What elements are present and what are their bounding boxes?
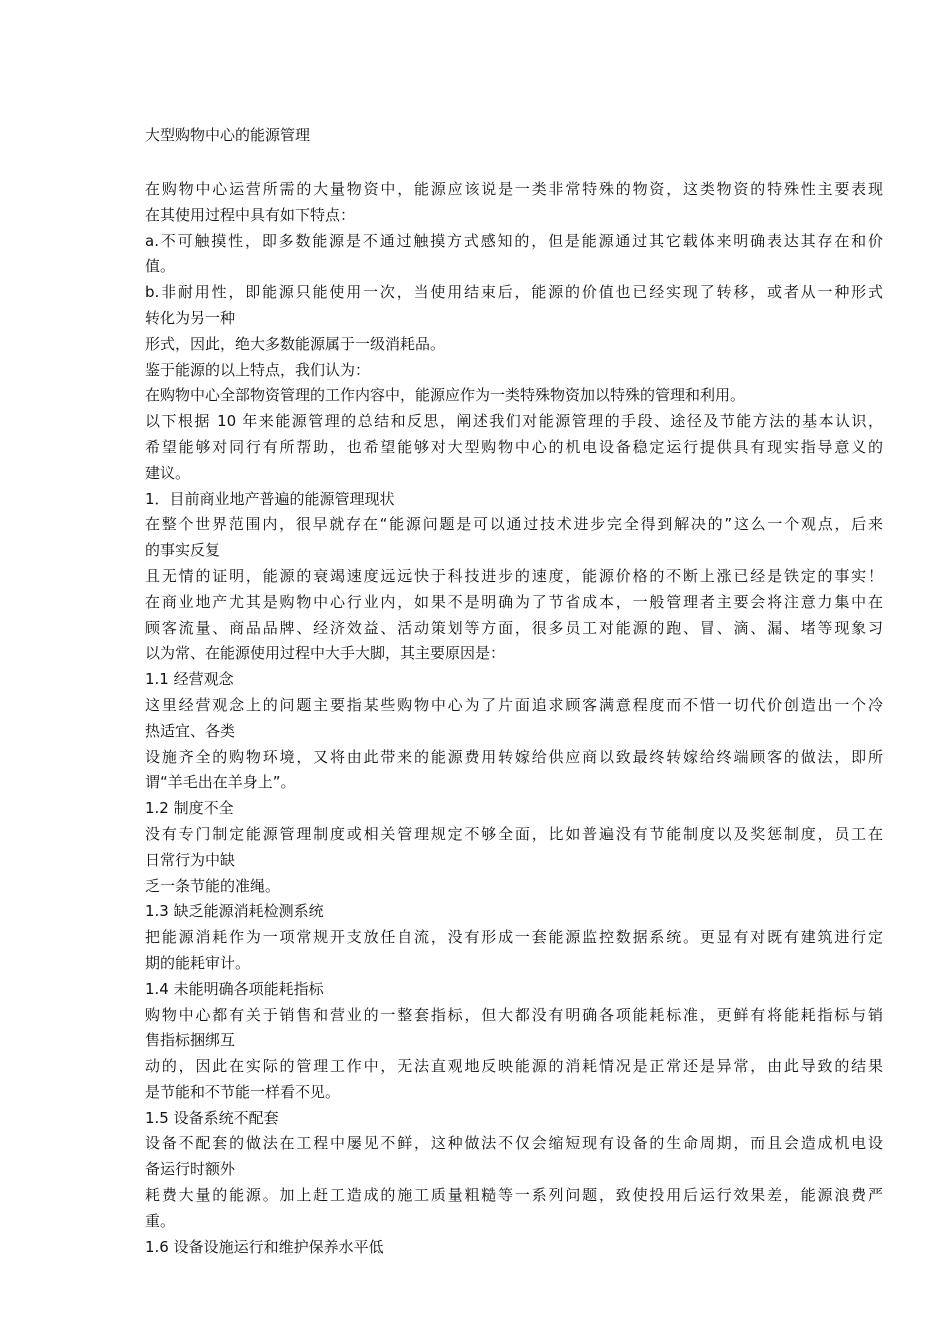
- paragraph-line: 耗费大量的能源。加上赶工造成的施工质量粗糙等一系列问题，致使投用后运行效果差，能源浪费严: [145, 1186, 883, 1205]
- paragraph-line: 1.4 未能明确各项能耗指标: [145, 979, 324, 998]
- document-body: [145, 177, 883, 1260]
- paragraph-line: 1.5 设备系统不配套: [145, 1108, 279, 1127]
- paragraph-line: 期的能耗审计。: [145, 953, 251, 972]
- paragraph-line: 备运行时额外: [145, 1160, 236, 1179]
- paragraph-line: 在购物中心运营所需的大量物资中，能源应该说是一类非常特殊的物资，这类物资的特殊性主要表现: [145, 180, 883, 198]
- paragraph-line: 在其使用过程中具有如下特点：: [145, 205, 356, 224]
- paragraph-line: 1.2 制度不全: [145, 799, 234, 818]
- paragraph-line: 谓“羊毛出在羊身上”。: [145, 773, 296, 792]
- paragraph-line: 以下根据 10 年来能源管理的总结和反思，阐述我们对能源管理的手段、途径及节能方法的基本认识，: [145, 412, 883, 431]
- paragraph-line: 鉴于能源的以上特点，我们认为：: [145, 360, 371, 379]
- paragraph-line: 把能源消耗作为一项常规开支放任自流，没有形成一套能源监控数据系统。更显有对既有建筑进行定: [145, 928, 883, 947]
- paragraph-line: 设备不配套的做法在工程中屡见不鲜，这种做法不仅会缩短现有设备的生命周期，而且会造成机电设: [145, 1134, 883, 1153]
- paragraph-line: 建议。: [145, 463, 191, 482]
- paragraph-line: 购物中心都有关于销售和营业的一整套指标，但大都没有明确各项能耗标准，更鲜有将能耗指标与销: [145, 1005, 883, 1024]
- paragraph-line: 在商业地产尤其是购物中心行业内，如果不是明确为了节省成本，一般管理者主要会将注意力集中在: [145, 592, 883, 611]
- paragraph-line: 在购物中心全部物资管理的工作内容中，能源应作为一类特殊物资加以特殊的管理和利用。: [145, 386, 746, 405]
- paragraph-line: b.非耐用性，即能源只能使用一次，当使用结束后，能源的价值也已经实现了转移，或者从一种形式: [145, 283, 883, 302]
- paragraph-line: 且无情的证明，能源的衰竭速度远远快于科技进步的速度，能源价格的不断上涨已经是铁定的事实！: [145, 566, 883, 585]
- paragraph-line: 值。: [145, 257, 176, 276]
- paragraph-line: a.不可触摸性，即多数能源是不通过触摸方式感知的，但是能源通过其它载体来明确表达其存在和价: [145, 231, 883, 250]
- paragraph-line: 希望能够对同行有所帮助，也希望能够对大型购物中心的机电设备稳定运行提供具有现实指导意义的: [145, 437, 883, 456]
- paragraph-line: 的事实反复: [145, 541, 221, 560]
- paragraph-line: 动的，因此在实际的管理工作中，无法直观地反映能源的消耗情况是正常还是异常，由此导致的结果: [145, 1057, 883, 1076]
- paragraph-line: 这里经营观念上的问题主要指某些购物中心为了片面追求顾客满意程度而不惜一切代价创造出一个冷: [145, 695, 883, 714]
- paragraph-line: 转化为另一种: [145, 308, 236, 327]
- paragraph-line: 1．目前商业地产普遍的能源管理现状: [145, 489, 395, 508]
- paragraph-line: 1.1 经营观念: [145, 670, 234, 689]
- paragraph-line: 日常行为中缺: [145, 850, 236, 869]
- paragraph-line: 顾客流量、商品品牌、经济效益、活动策划等方面，很多员工对能源的跑、冒、滴、漏、堵等现象习: [145, 618, 883, 637]
- paragraph-line: 热适宜、各类: [145, 721, 236, 740]
- paragraph-line: 重。: [145, 1211, 176, 1230]
- paragraph-line: 1.3 缺乏能源消耗检测系统: [145, 902, 324, 921]
- paragraph-line: 设施齐全的购物环境，又将由此带来的能源费用转嫁给供应商以致最终转嫁给终端顾客的做法，即所: [145, 747, 883, 766]
- paragraph-line: 没有专门制定能源管理制度或相关管理规定不够全面，比如普遍没有节能制度以及奖惩制度，员工在: [145, 824, 883, 843]
- paragraph-line: 1.6 设备设施运行和维护保养水平低: [145, 1237, 384, 1256]
- paragraph-line: 售指标捆绑互: [145, 1031, 236, 1050]
- document-title: 大型购物中心的能源管理: [145, 126, 311, 144]
- paragraph-line: 是节能和不节能一样看不见。: [145, 1082, 341, 1101]
- paragraph-line: 以为常、在能源使用过程中大手大脚，其主要原因是：: [145, 644, 506, 663]
- paragraph-line: 在整个世界范围内，很早就存在“能源问题是可以通过技术进步完全得到解决的”这么一个观点，后来: [145, 515, 883, 534]
- paragraph-line: 形式，因此，绝大多数能源属于一级消耗品。: [145, 334, 446, 353]
- paragraph-line: 乏一条节能的准绳。: [145, 876, 281, 895]
